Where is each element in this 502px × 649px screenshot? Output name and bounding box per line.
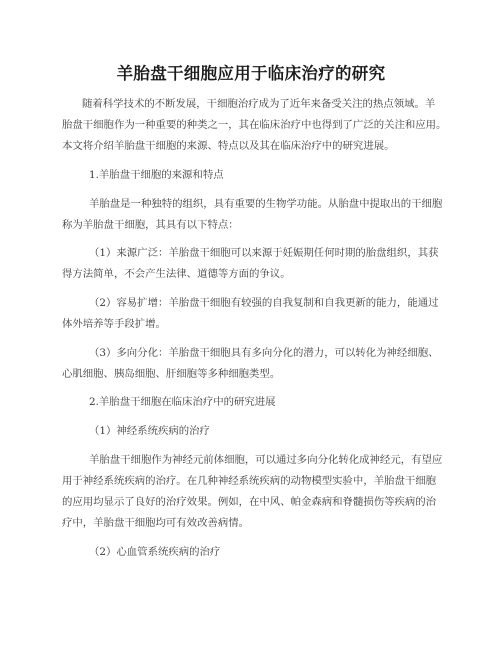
paragraph-line: 羊胎盘是一种独特的组织，具有重要的生物学功能。从胎盘中提取出的干细胞 [89,198,443,210]
subsection-heading: （1）神经系统疾病的治疗 [89,425,210,437]
list-item-line: 体外培养等手段扩增。 [62,318,166,330]
paragraph-line: 本文将介绍羊胎盘干细胞的来源、特点以及其在临床治疗中的研究进展。 [62,140,395,152]
paragraph-line: 的应用均显示了良好的治疗效果。例如，在中风、帕金森病和脊髓损伤等疾病的治 [62,496,437,508]
paragraph-line: 羊胎盘干细胞作为神经元前体细胞，可以通过多向分化转化成神经元，有望应 [89,454,443,466]
list-item-line: （3）多向分化：羊胎盘干细胞具有多向分化的潜力，可以转化为神经细胞、 [89,347,439,359]
paragraph-line: 用于神经系统疾病的治疗。在几种神经系统疾病的动物模型实验中，羊胎盘干细胞 [62,475,437,487]
paragraph-line: 称为羊胎盘干细胞，其具有以下特点： [62,219,239,231]
section-heading: 1.羊胎盘干细胞的来源和特点 [89,169,224,181]
list-item-line: 心肌细胞、胰岛细胞、肝细胞等多种细胞类型。 [62,368,281,380]
document-title: 羊胎盘干细胞应用于临床治疗的研究 [116,64,386,83]
list-item-line: （2）容易扩增：羊胎盘干细胞有较强的自我复制和自我更新的能力，能通过 [89,297,439,309]
list-item-line: （1）来源广泛：羊胎盘干细胞可以来源于妊娠期任何时期的胎盘组织，其获 [89,247,439,259]
list-item-line: 得方法简单，不会产生法律、道德等方面的争议。 [62,268,291,280]
section-heading: 2.羊胎盘干细胞在临床治疗中的研究进展 [89,396,276,408]
paragraph-line: 疗中，羊胎盘干细胞均可有效改善病情。 [62,517,250,529]
paragraph-line: 随着科学技术的不断发展，干细胞治疗成为了近年来备受关注的热点领域。羊 [82,98,436,110]
paragraph-line: 胎盘干细胞作为一种重要的种类之一，其在临床治疗中也得到了广泛的关注和应用。 [62,119,447,131]
subsection-heading: （2）心血管系统疾病的治疗 [89,546,221,558]
